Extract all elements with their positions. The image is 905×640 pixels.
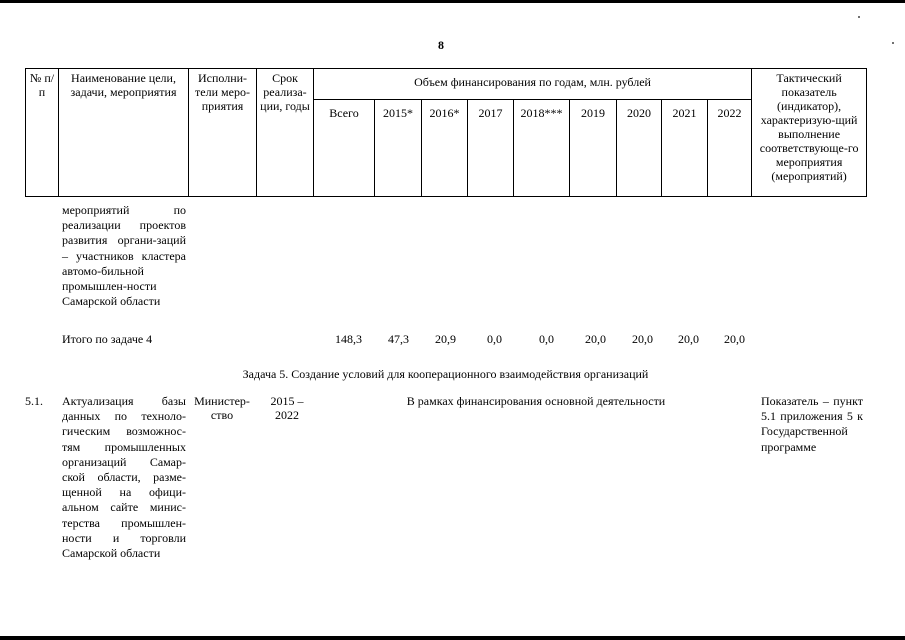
- header-year: 2018***: [514, 100, 570, 197]
- header-term: Срок реализа-ции, годы: [257, 69, 314, 197]
- row-number: 5.1.: [25, 394, 43, 408]
- task-heading: Задача 5. Создание условий для кооперационного взаимодействия организаций: [242, 367, 649, 381]
- header-indicator: Тактический показатель (индикатор), характеризую-щий выполнение соответствующе-го мероприятия (мероприятий): [752, 69, 867, 197]
- total-row-value: 20,0: [632, 332, 653, 346]
- total-row-value: 20,9: [435, 332, 456, 346]
- header-year: 2017: [468, 100, 514, 197]
- scan-top-border: [0, 0, 905, 3]
- row-term: 2015 – 2022: [270, 394, 304, 422]
- total-row-value: 20,0: [585, 332, 606, 346]
- scan-speck: [858, 16, 860, 18]
- header-num: № п/п: [26, 69, 59, 197]
- header-year: 2022: [708, 100, 752, 197]
- row-funding: В рамках финансирования основной деятельности: [406, 394, 666, 408]
- row-name: Актуализация базы данных по техноло-гическим возможнос-тям промышленных организаций Самар-ской области, разме-щенной на офици-альном сайте минис-терства промышлен-ности и торговли Самарской области: [62, 394, 186, 561]
- total-row-sum: 148,3: [335, 332, 362, 346]
- header-executor: Исполни-тели меро-приятия: [189, 69, 257, 197]
- header-total: Всего: [314, 100, 375, 197]
- header-name: Наименование цели, задачи, мероприятия: [59, 69, 189, 197]
- page-number: 8: [438, 38, 444, 52]
- row-executor: Министер-ство: [194, 394, 250, 422]
- header-funding: Объем финансирования по годам, млн. рублей: [314, 69, 752, 100]
- header-year: 2019: [570, 100, 617, 197]
- header-year: 2020: [617, 100, 662, 197]
- header-year: 2021: [662, 100, 708, 197]
- table-header: [25, 68, 867, 197]
- header-year: 2015*: [375, 100, 422, 197]
- scan-bottom-border: [0, 636, 905, 640]
- continuation-text: мероприятий по реализации проектов развития органи-заций – участников кластера автомо-бильной промышлен-ности Самарской области: [62, 203, 186, 309]
- header-year: 2016*: [422, 100, 468, 197]
- scan-speck: [892, 42, 894, 44]
- total-row-value: 20,0: [678, 332, 699, 346]
- row-indicator: Показатель – пункт 5.1 приложения 5 к Государственной программе: [761, 394, 863, 454]
- total-row-value: 20,0: [724, 332, 745, 346]
- total-row-value: 47,3: [388, 332, 409, 346]
- total-row-value: 0,0: [487, 332, 502, 346]
- total-row-value: 0,0: [539, 332, 554, 346]
- total-row-label: Итого по задаче 4: [62, 332, 153, 346]
